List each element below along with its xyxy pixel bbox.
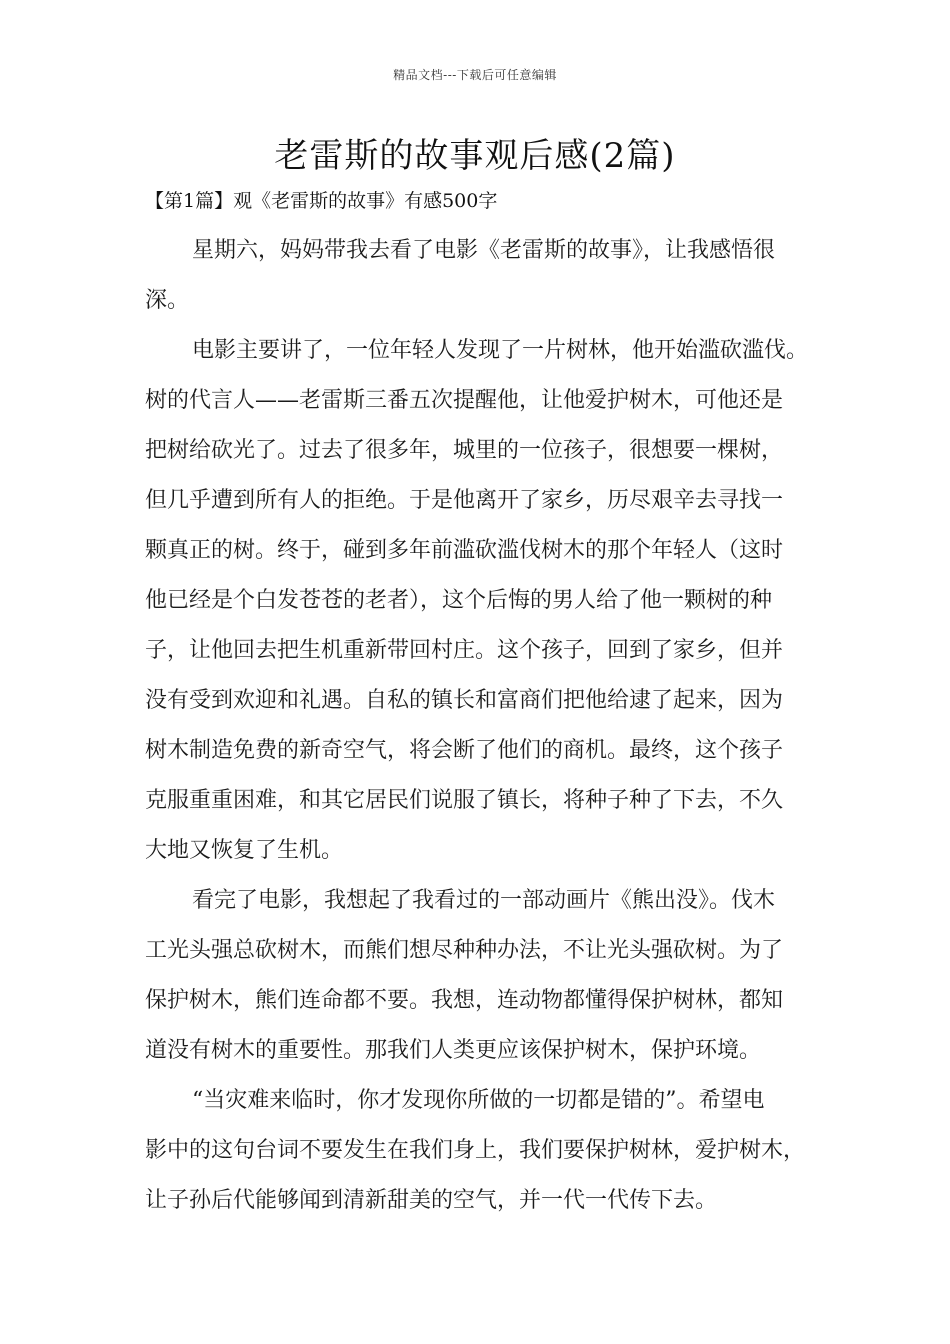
text-line: 电影主要讲了，一位年轻人发现了一片树林，他开始滥砍滥伐。 xyxy=(192,338,809,363)
text-line: 看完了电影，我想起了我看过的一部动画片《熊出没》。伐木 xyxy=(192,888,776,913)
text-line: “当灾难来临时，你才发现你所做的一切都是错的”。希望电 xyxy=(192,1088,765,1113)
text-line: 大地又恢复了生机。 xyxy=(145,838,344,863)
text-line: 深。 xyxy=(145,288,190,313)
header-note: 精品文档---下载后可任意编辑 xyxy=(393,68,557,82)
text-line: 让子孙后代能够闻到清新甜美的空气，并一代一代传下去。 xyxy=(145,1188,718,1213)
text-line: 子，让他回去把生机重新带回村庄。这个孩子，回到了家乡，但并 xyxy=(145,638,784,663)
document-title: 老雷斯的故事观后感(2篇) xyxy=(274,136,676,176)
text-line: 把树给砍光了。过去了很多年，城里的一位孩子，很想要一棵树， xyxy=(145,438,784,463)
text-line: 保护树木，熊们连命都不要。我想，连动物都懂得保护树林，都知 xyxy=(145,988,784,1013)
section-heading: 【第1篇】观《老雷斯的故事》有感500字 xyxy=(145,190,498,212)
text-line: 树木制造免费的新奇空气，将会断了他们的商机。最终，这个孩子 xyxy=(145,738,784,763)
text-line: 影中的这句台词不要发生在我们身上，我们要保护树林，爱护树木， xyxy=(145,1138,806,1163)
text-line: 道没有树木的重要性。那我们人类更应该保护树木，保护环境。 xyxy=(145,1038,762,1063)
text-line: 星期六，妈妈带我去看了电影《老雷斯的故事》，让我感悟很 xyxy=(192,238,776,263)
text-line: 颗真正的树。终于，碰到多年前滥砍滥伐树木的那个年轻人（这时 xyxy=(145,538,784,563)
text-line: 但几乎遭到所有人的拒绝。于是他离开了家乡，历尽艰辛去寻找一 xyxy=(145,488,784,513)
text-line: 树的代言人——老雷斯三番五次提醒他，让他爱护树木，可他还是 xyxy=(145,388,784,413)
text-line: 没有受到欢迎和礼遇。自私的镇长和富商们把他给逮了起来，因为 xyxy=(145,688,784,713)
text-line: 克服重重困难，和其它居民们说服了镇长，将种子种了下去，不久 xyxy=(145,788,784,813)
text-line: 他已经是个白发苍苍的老者），这个后悔的男人给了他一颗树的种 xyxy=(145,588,773,613)
text-line: 工光头强总砍树木，而熊们想尽种种办法，不让光头强砍树。为了 xyxy=(145,938,784,963)
